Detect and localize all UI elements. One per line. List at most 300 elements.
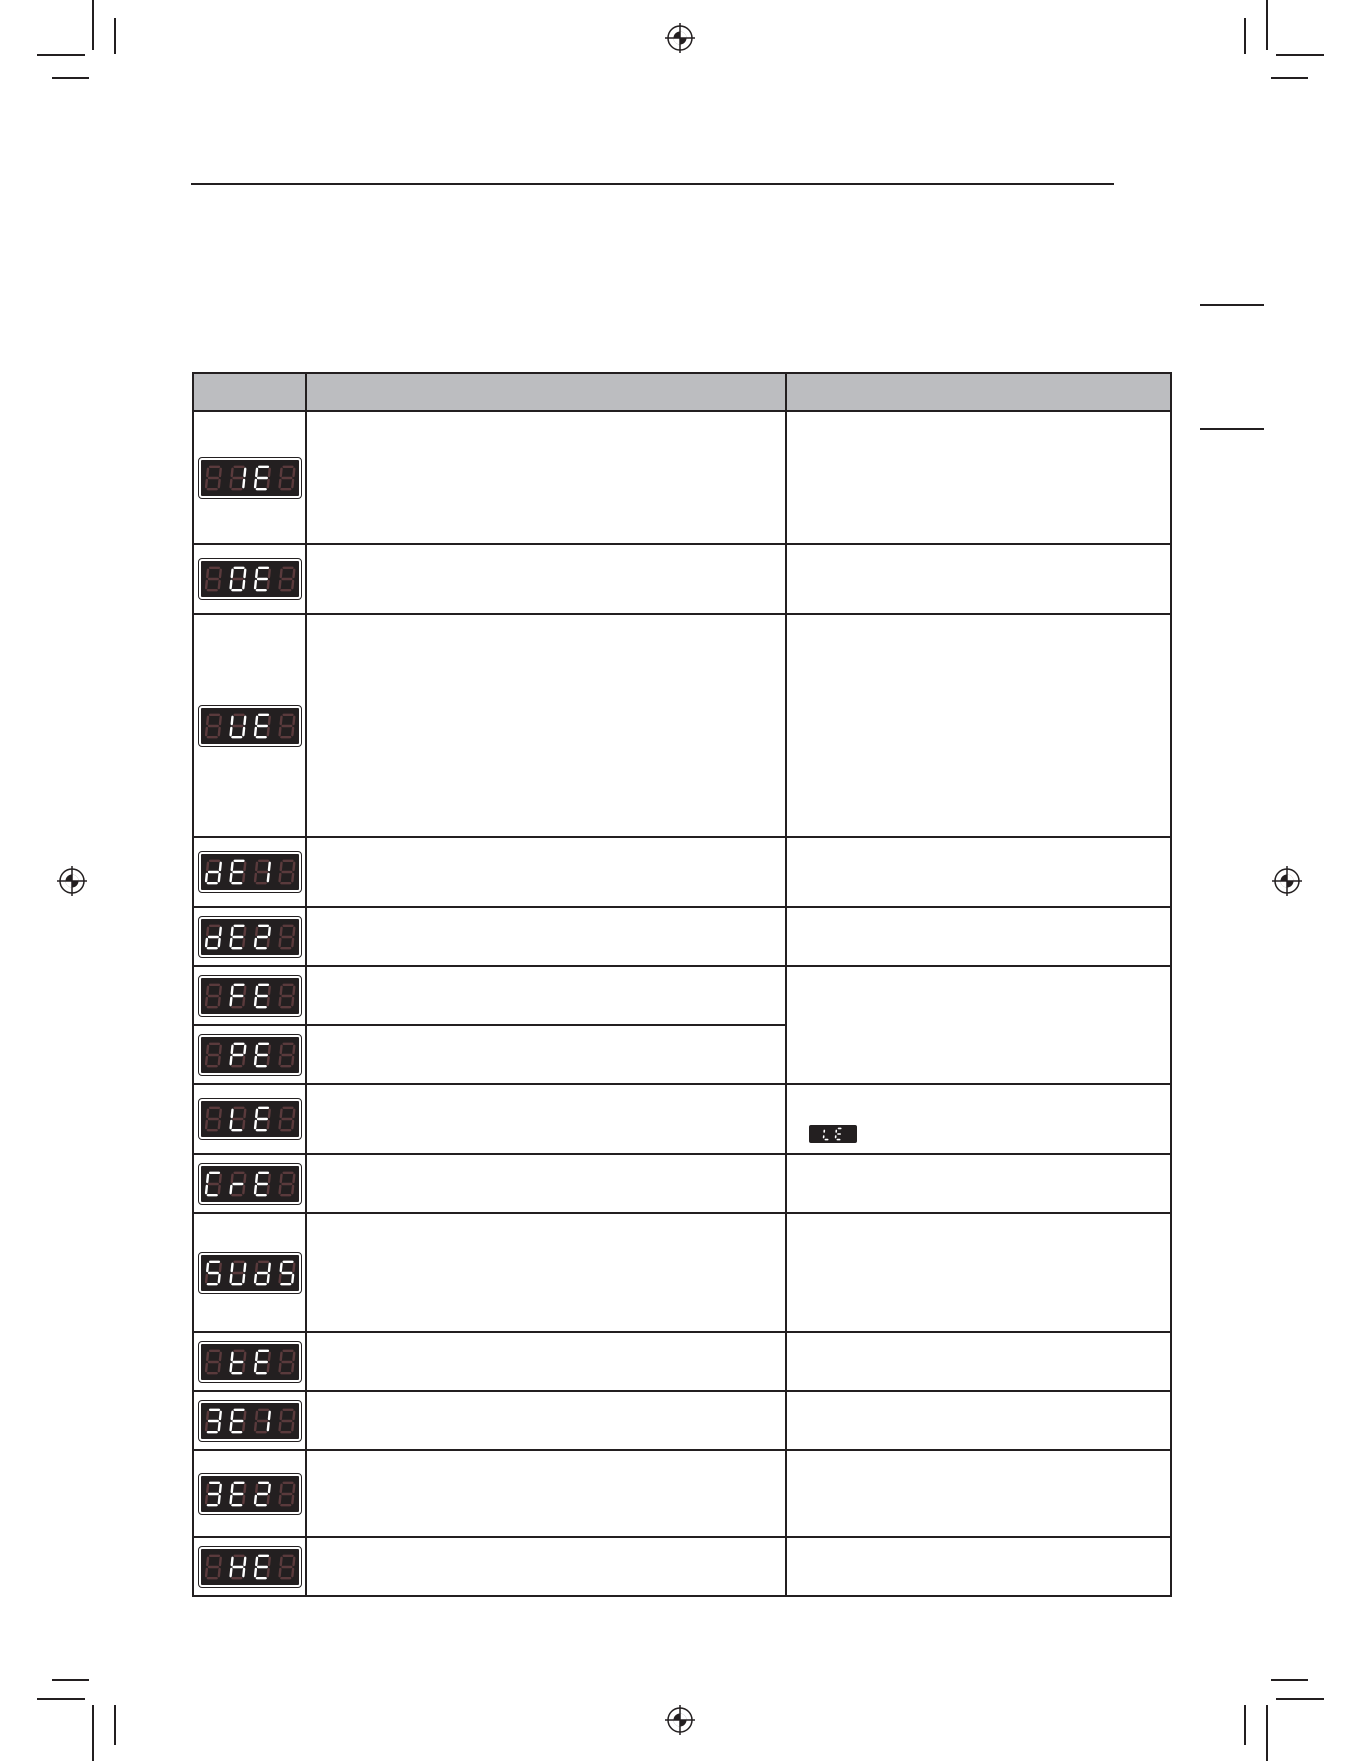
segment-unlit xyxy=(231,468,232,475)
cause-cell xyxy=(306,1213,786,1332)
segment-unlit xyxy=(219,1045,220,1052)
header-possible-cause xyxy=(306,373,786,411)
segment-unlit xyxy=(218,1057,219,1064)
code-cell xyxy=(193,1332,306,1391)
segment-unlit xyxy=(256,1411,257,1418)
segment-unlit xyxy=(279,581,280,588)
segment-lit xyxy=(256,1110,257,1117)
segment-unlit xyxy=(267,1186,268,1193)
segment-lit xyxy=(218,1275,219,1282)
segment-unlit xyxy=(243,1364,244,1371)
error-display-ue xyxy=(199,706,301,746)
inline-display-le xyxy=(809,1125,857,1143)
registration-mark-icon xyxy=(1272,866,1302,896)
segment-lit xyxy=(255,1121,256,1128)
seven-segment-glyphs xyxy=(201,919,299,955)
segment-lit xyxy=(256,1557,257,1564)
segment-unlit xyxy=(218,480,219,487)
segment-unlit xyxy=(280,1110,281,1117)
segment-unlit xyxy=(207,1352,208,1359)
segment-unlit xyxy=(206,728,207,735)
segment-unlit xyxy=(280,1484,281,1491)
error-display-3e1 xyxy=(199,1401,301,1441)
error-display-he xyxy=(199,1547,301,1587)
segment-unlit xyxy=(293,570,294,577)
segment-lit xyxy=(207,1174,208,1181)
segment-unlit xyxy=(292,998,293,1005)
segment-lit xyxy=(268,1484,269,1491)
segment-lit xyxy=(231,863,232,870)
solution-cell xyxy=(786,1391,1171,1450)
segment-lit xyxy=(218,874,219,881)
segment-unlit xyxy=(292,1569,293,1576)
segment-lit xyxy=(206,939,207,946)
segment-unlit xyxy=(293,863,294,870)
table-row xyxy=(193,1213,1171,1332)
segment-lit xyxy=(230,1121,231,1128)
segment-lit xyxy=(230,874,231,881)
code-cell xyxy=(193,544,306,614)
solution-cell xyxy=(786,837,1171,907)
table-row xyxy=(193,544,1171,614)
segment-lit xyxy=(255,728,256,735)
segment-unlit xyxy=(292,1186,293,1193)
seven-segment-glyphs xyxy=(201,1344,299,1380)
cause-cell xyxy=(306,907,786,966)
segment-unlit xyxy=(218,581,219,588)
segment-lit xyxy=(230,1057,231,1064)
header-rule xyxy=(191,183,1114,185)
error-display-de2 xyxy=(199,917,301,957)
segment-unlit xyxy=(268,1557,269,1564)
solution-cell xyxy=(786,1213,1171,1332)
segment-unlit xyxy=(243,1121,244,1128)
solution-cell xyxy=(786,1084,1171,1154)
crop-mark xyxy=(1271,1679,1308,1681)
segment-unlit xyxy=(231,1174,232,1181)
segment-unlit xyxy=(255,1423,256,1430)
cause-cell xyxy=(306,411,786,544)
segment-lit xyxy=(268,863,269,870)
cause-cell xyxy=(306,614,786,837)
segment-unlit xyxy=(280,1411,281,1418)
segment-unlit xyxy=(207,1110,208,1117)
segment-unlit xyxy=(292,480,293,487)
segment-lit xyxy=(230,939,231,946)
crop-mark xyxy=(114,18,116,54)
segment-lit xyxy=(280,1263,281,1270)
code-cell xyxy=(193,1391,306,1450)
segment-unlit xyxy=(267,1364,268,1371)
segment-lit xyxy=(231,1045,232,1052)
seven-segment-glyphs xyxy=(201,460,299,496)
segment-unlit xyxy=(293,1484,294,1491)
segment-unlit xyxy=(256,927,257,934)
registration-mark-icon xyxy=(665,23,695,53)
segment-unlit xyxy=(206,1496,207,1503)
segment-unlit xyxy=(280,863,281,870)
error-display-fe xyxy=(199,976,301,1016)
segment-unlit xyxy=(256,863,257,870)
segment-unlit xyxy=(219,1557,220,1564)
segment-unlit xyxy=(218,1121,219,1128)
segment-lit xyxy=(243,581,244,588)
error-display-te xyxy=(199,1342,301,1382)
segment-unlit xyxy=(207,570,208,577)
segment-unlit xyxy=(230,480,231,487)
crop-mark xyxy=(1266,0,1268,50)
segment-unlit xyxy=(293,1352,294,1359)
error-display-le xyxy=(199,1099,301,1139)
crop-mark xyxy=(114,1705,116,1745)
code-cell xyxy=(193,907,306,966)
segment-lit xyxy=(230,1186,231,1193)
segment-unlit xyxy=(268,1174,269,1181)
segment-unlit xyxy=(268,1352,269,1359)
segment-lit xyxy=(230,1364,231,1371)
segment-lit xyxy=(244,1263,245,1270)
code-cell xyxy=(193,837,306,907)
segment-unlit xyxy=(219,570,220,577)
segment-lit xyxy=(230,728,231,735)
segment-unlit xyxy=(207,1411,208,1418)
segment-unlit xyxy=(279,1423,280,1430)
segment-unlit xyxy=(279,998,280,1005)
segment-lit xyxy=(244,1045,245,1052)
segment-unlit xyxy=(206,1364,207,1371)
segment-unlit xyxy=(243,939,244,946)
segment-lit xyxy=(231,927,232,934)
segment-unlit xyxy=(279,1496,280,1503)
segment-unlit xyxy=(280,570,281,577)
error-display-ie xyxy=(199,458,301,498)
segment-unlit xyxy=(268,468,269,475)
segment-unlit xyxy=(206,581,207,588)
segment-lit xyxy=(230,998,231,1005)
segment-lit xyxy=(255,1275,256,1282)
segment-unlit xyxy=(293,468,294,475)
cause-cell xyxy=(306,1154,786,1213)
segment-unlit xyxy=(207,1045,208,1052)
solution-cell xyxy=(786,1154,1171,1213)
header-solution xyxy=(786,373,1171,411)
segment-lit xyxy=(231,1352,232,1359)
segment-unlit xyxy=(267,1057,268,1064)
segment-unlit xyxy=(280,716,281,723)
crop-mark xyxy=(52,1679,89,1681)
segment-unlit xyxy=(268,716,269,723)
segment-unlit xyxy=(218,998,219,1005)
cause-cell xyxy=(306,1084,786,1154)
segment-unlit xyxy=(219,1263,220,1270)
solution-cell xyxy=(786,1450,1171,1537)
segment-unlit xyxy=(243,874,244,881)
segment-lit xyxy=(267,874,268,881)
segment-unlit xyxy=(206,480,207,487)
cause-cell xyxy=(306,544,786,614)
segment-lit xyxy=(243,728,244,735)
crop-mark xyxy=(92,1705,94,1761)
segment-unlit xyxy=(243,1186,244,1193)
solution-cell xyxy=(786,907,1171,966)
table-row xyxy=(193,837,1171,907)
segment-lit xyxy=(244,468,245,475)
table-row xyxy=(193,411,1171,544)
segment-lit xyxy=(292,1275,293,1282)
cause-cell xyxy=(306,837,786,907)
cause-cell xyxy=(306,1391,786,1450)
cause-cell xyxy=(306,1537,786,1596)
segment-lit xyxy=(255,1569,256,1576)
segment-lit xyxy=(231,716,232,723)
segment-unlit xyxy=(218,1186,219,1193)
seven-segment-glyphs xyxy=(201,854,299,890)
segment-unlit xyxy=(206,998,207,1005)
segment-unlit xyxy=(243,998,244,1005)
segment-unlit xyxy=(267,998,268,1005)
solution-cell xyxy=(786,544,1171,614)
segment-lit xyxy=(231,1411,232,1418)
segment-lit xyxy=(230,1569,231,1576)
table-row xyxy=(193,1391,1171,1450)
segment-unlit xyxy=(292,1423,293,1430)
segment-lit xyxy=(255,1364,256,1371)
segment-unlit xyxy=(292,581,293,588)
seven-segment-glyphs xyxy=(201,1166,299,1202)
segment-unlit xyxy=(244,927,245,934)
segment-lit xyxy=(256,1352,257,1359)
crop-mark xyxy=(1271,77,1308,79)
segment-lit xyxy=(206,874,207,881)
solution-cell xyxy=(786,1332,1171,1391)
seven-segment-glyphs xyxy=(201,1037,299,1073)
segment-lit xyxy=(256,1174,257,1181)
segment-lit xyxy=(230,581,231,588)
segment-unlit xyxy=(244,1411,245,1418)
segment-lit xyxy=(255,581,256,588)
segment-unlit xyxy=(207,1557,208,1564)
segment-unlit xyxy=(292,874,293,881)
solution-cell xyxy=(786,1537,1171,1596)
segment-unlit xyxy=(219,986,220,993)
segment-unlit xyxy=(293,1263,294,1270)
segment-unlit xyxy=(267,581,268,588)
segment-lit xyxy=(256,468,257,475)
segment-unlit xyxy=(293,986,294,993)
error-display-3e2 xyxy=(199,1474,301,1514)
segment-lit xyxy=(267,1275,268,1282)
segment-unlit xyxy=(207,986,208,993)
segment-lit xyxy=(231,1484,232,1491)
segment-lit xyxy=(255,480,256,487)
segment-unlit xyxy=(244,1352,245,1359)
segment-lit xyxy=(255,998,256,1005)
segment-unlit xyxy=(206,1569,207,1576)
segment-unlit xyxy=(206,1057,207,1064)
registration-mark-icon xyxy=(57,866,87,896)
segment-unlit xyxy=(256,1263,257,1270)
crop-mark xyxy=(52,77,89,79)
registration-mark-icon xyxy=(665,1705,695,1735)
seven-segment-glyphs xyxy=(201,978,299,1014)
segment-lit xyxy=(207,1263,208,1270)
segment-lit xyxy=(219,863,220,870)
error-display-de1 xyxy=(199,852,301,892)
seven-segment-glyphs xyxy=(201,1101,299,1137)
segment-lit xyxy=(256,986,257,993)
segment-lit xyxy=(268,927,269,934)
code-cell xyxy=(193,1450,306,1537)
segment-unlit xyxy=(244,986,245,993)
segment-unlit xyxy=(279,1057,280,1064)
segment-unlit xyxy=(292,728,293,735)
segment-unlit xyxy=(279,874,280,881)
seven-segment-glyphs xyxy=(201,561,299,597)
segment-unlit xyxy=(292,1496,293,1503)
segment-unlit xyxy=(279,939,280,946)
segment-unlit xyxy=(268,1045,269,1052)
segment-lit xyxy=(231,570,232,577)
segment-unlit xyxy=(293,1557,294,1564)
segment-unlit xyxy=(293,927,294,934)
seven-segment-glyphs xyxy=(201,1476,299,1512)
segment-unlit xyxy=(280,468,281,475)
segment-unlit xyxy=(293,716,294,723)
segment-lit xyxy=(218,1496,219,1503)
segment-unlit xyxy=(244,863,245,870)
code-cell xyxy=(193,614,306,837)
segment-unlit xyxy=(256,1484,257,1491)
segment-unlit xyxy=(219,1352,220,1359)
segment-unlit xyxy=(207,1484,208,1491)
seven-segment-glyphs xyxy=(201,1549,299,1585)
segment-unlit xyxy=(279,480,280,487)
error-display-suds xyxy=(199,1253,301,1293)
segment-unlit xyxy=(292,1364,293,1371)
segment-lit xyxy=(268,1263,269,1270)
crop-mark xyxy=(37,54,85,56)
segment-unlit xyxy=(293,1174,294,1181)
solution-cell xyxy=(786,614,1171,837)
segment-unlit xyxy=(244,1110,245,1117)
solution-cell xyxy=(786,411,1171,544)
segment-unlit xyxy=(219,716,220,723)
segment-unlit xyxy=(267,1496,268,1503)
segment-lit xyxy=(218,1423,219,1430)
segment-unlit xyxy=(206,1275,207,1282)
table-row xyxy=(193,907,1171,966)
code-cell xyxy=(193,411,306,544)
crop-mark xyxy=(1244,18,1246,54)
table-row xyxy=(193,1084,1171,1154)
segment-lit xyxy=(219,1484,220,1491)
segment-unlit xyxy=(279,728,280,735)
segment-unlit xyxy=(218,1364,219,1371)
segment-unlit xyxy=(243,1496,244,1503)
segment-unlit xyxy=(279,1569,280,1576)
segment-lit xyxy=(231,1557,232,1564)
segment-unlit xyxy=(206,1121,207,1128)
segment-unlit xyxy=(280,1174,281,1181)
crop-mark xyxy=(37,1698,85,1700)
segment-lit xyxy=(206,1186,207,1193)
seven-segment-glyphs xyxy=(201,708,299,744)
segment-lit xyxy=(219,1411,220,1418)
segment-lit xyxy=(267,1423,268,1430)
segment-unlit xyxy=(292,1121,293,1128)
solution-cell xyxy=(786,966,1171,1084)
segment-unlit xyxy=(292,939,293,946)
segment-unlit xyxy=(267,728,268,735)
segment-unlit xyxy=(218,1569,219,1576)
segment-unlit xyxy=(207,927,208,934)
segment-unlit xyxy=(243,1423,244,1430)
segment-lit xyxy=(255,1186,256,1193)
segment-lit xyxy=(218,939,219,946)
segment-lit xyxy=(243,1275,244,1282)
segment-lit xyxy=(231,986,232,993)
table-row xyxy=(193,1332,1171,1391)
error-code-table xyxy=(192,372,1172,1597)
error-display-cre xyxy=(199,1164,301,1204)
side-tab-rule-top xyxy=(1200,304,1264,306)
segment-unlit xyxy=(207,716,208,723)
segment-unlit xyxy=(243,1057,244,1064)
crop-mark xyxy=(1244,1705,1246,1745)
crop-mark xyxy=(1276,54,1324,56)
segment-lit xyxy=(244,570,245,577)
segment-unlit xyxy=(219,1110,220,1117)
crop-mark xyxy=(92,0,94,50)
segment-unlit xyxy=(207,468,208,475)
segment-unlit xyxy=(267,480,268,487)
segment-unlit xyxy=(280,927,281,934)
segment-lit xyxy=(255,1057,256,1064)
segment-lit xyxy=(231,1110,232,1117)
code-cell xyxy=(193,1084,306,1154)
code-cell xyxy=(193,1537,306,1596)
segment-unlit xyxy=(280,986,281,993)
segment-lit xyxy=(244,716,245,723)
segment-lit xyxy=(230,1275,231,1282)
header-error-code xyxy=(193,373,306,411)
crop-mark xyxy=(1266,1705,1268,1761)
error-display-pe xyxy=(199,1035,301,1075)
seven-segment-glyphs xyxy=(201,1403,299,1439)
segment-unlit xyxy=(293,1045,294,1052)
segment-lit xyxy=(255,939,256,946)
segment-unlit xyxy=(280,1045,281,1052)
table-row xyxy=(193,966,1171,1025)
segment-unlit xyxy=(280,1352,281,1359)
segment-unlit xyxy=(279,1364,280,1371)
seven-segment-glyphs xyxy=(809,1125,857,1143)
segment-lit xyxy=(244,1557,245,1564)
table-row xyxy=(193,614,1171,837)
segment-lit xyxy=(230,1423,231,1430)
segment-unlit xyxy=(244,1484,245,1491)
side-tab-rule-bottom xyxy=(1200,428,1264,430)
table-row xyxy=(193,1154,1171,1213)
code-cell xyxy=(193,1154,306,1213)
segment-unlit xyxy=(280,1557,281,1564)
segment-unlit xyxy=(268,986,269,993)
error-display-oe xyxy=(199,559,301,599)
segment-lit xyxy=(243,1569,244,1576)
segment-unlit xyxy=(255,874,256,881)
segment-unlit xyxy=(279,1186,280,1193)
cause-cell xyxy=(306,1450,786,1537)
